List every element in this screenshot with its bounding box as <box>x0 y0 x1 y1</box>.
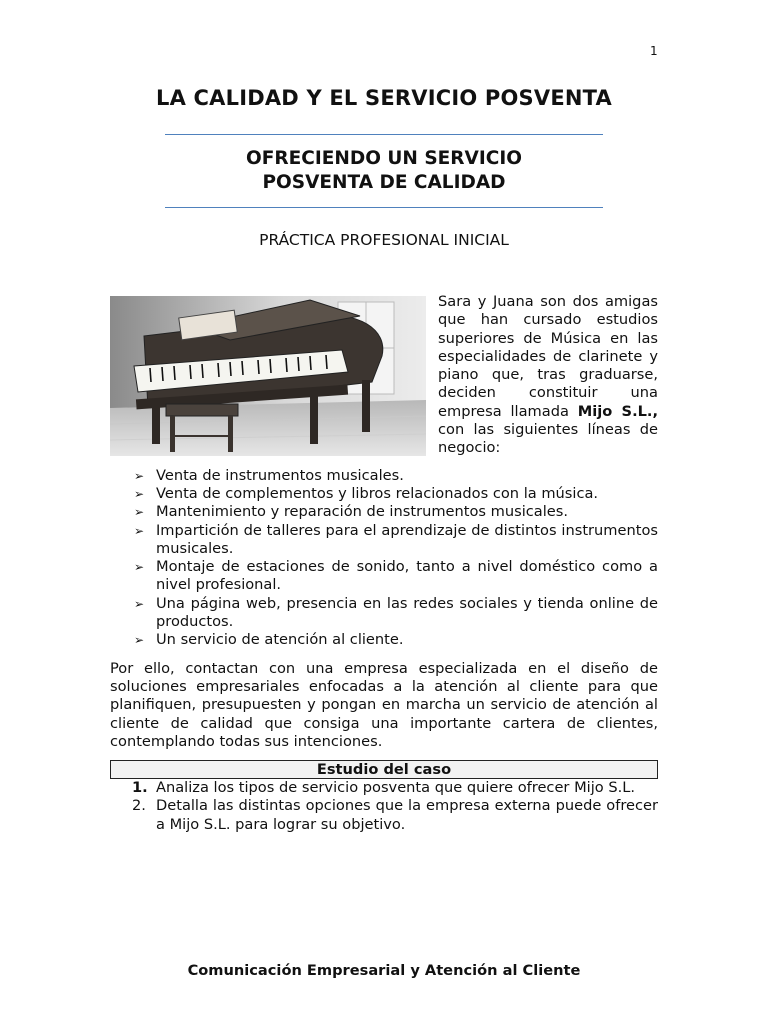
task-number: 2. <box>132 797 146 815</box>
list-item <box>110 631 658 649</box>
intro-text-start: Sara y Juana son dos amigas que han cursado estudios superiores de Música en las especialidades de clarinete y piano que, tras graduarse, deciden constituir una empresa llamada <box>438 293 658 420</box>
list-item-text: Un servicio de atención al cliente. <box>156 631 404 649</box>
case-study-tasks <box>110 779 658 834</box>
arrow-bullet-icon: ➢ <box>134 560 145 575</box>
context-paragraph: Por ello, contactan con una empresa especializada en el diseño de soluciones empresariales enfocadas a la atención al cliente para que planifiquen, presupuesten y pongan en marcha un servicio de atención al cliente de calidad que consiga una importante cartera de clientes, contemplando todas sus intenciones. <box>110 659 658 750</box>
list-item <box>110 503 658 521</box>
subtitle-line-2: POSVENTA DE CALIDAD <box>262 172 506 193</box>
arrow-bullet-icon: ➢ <box>134 633 145 648</box>
arrow-bullet-icon: ➢ <box>134 486 145 501</box>
task-text: Analiza los tipos de servicio posventa que quiere ofrecer Mijo S.L. <box>156 779 636 797</box>
company-name: Mijo S.L., <box>577 402 658 420</box>
list-item <box>110 558 658 595</box>
list-item <box>110 522 658 559</box>
task-number: 1. <box>132 779 148 797</box>
page-footer: Comunicación Empresarial y Atención al Cliente <box>187 962 581 979</box>
list-item <box>110 467 658 485</box>
task-item <box>110 797 658 834</box>
list-item <box>110 595 658 632</box>
list-item <box>110 485 658 503</box>
list-item-text: Impartición de talleres para el aprendizaje de distintos instrumentos musicales. <box>156 521 658 557</box>
business-lines-list <box>110 467 658 650</box>
arrow-bullet-icon: ➢ <box>134 523 145 538</box>
case-study-heading: Estudio del caso <box>110 760 658 779</box>
title-divider-top <box>165 134 603 135</box>
grand-piano-illustration <box>110 296 426 456</box>
arrow-bullet-icon: ➢ <box>134 596 145 611</box>
document-title: LA CALIDAD Y EL SERVICIO POSVENTA <box>156 86 612 110</box>
arrow-bullet-icon: ➢ <box>134 468 145 483</box>
list-item-text: Mantenimiento y reparación de instrumentos musicales. <box>156 503 569 521</box>
list-item-text: Venta de instrumentos musicales. <box>156 466 404 484</box>
page-number: 1 <box>650 44 658 58</box>
document-body <box>110 293 658 834</box>
intro-text-end: con las siguientes líneas de negocio: <box>438 421 658 457</box>
document-subtitle <box>0 147 768 195</box>
practice-heading: PRÁCTICA PROFESIONAL INICIAL <box>259 231 509 249</box>
title-divider-bottom <box>165 207 603 208</box>
subtitle-line-1: OFRECIENDO UN SERVICIO <box>246 148 522 169</box>
task-text: Detalla las distintas opciones que la empresa externa puede ofrecer a Mijo S.L. para lograr su objetivo. <box>156 797 658 833</box>
list-item-text: Montaje de estaciones de sonido, tanto a nivel doméstico como a nivel profesional. <box>156 558 658 594</box>
task-item <box>110 779 658 797</box>
arrow-bullet-icon: ➢ <box>134 505 145 520</box>
list-item-text: Venta de complementos y libros relacionados con la música. <box>156 484 599 502</box>
list-item-text: Una página web, presencia en las redes sociales y tienda online de productos. <box>156 594 658 631</box>
